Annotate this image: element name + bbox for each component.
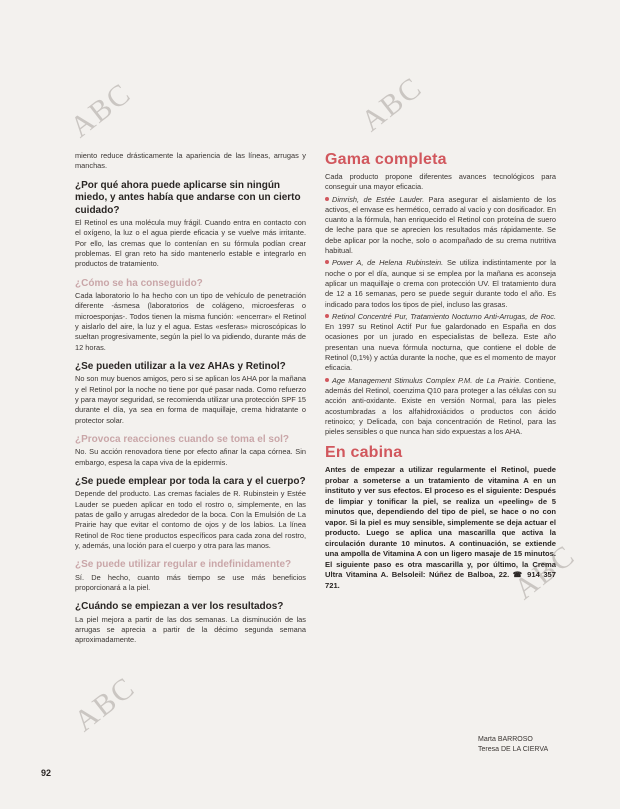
author-signature [478, 735, 548, 755]
answer-text: Cada laboratorio lo ha hecho con un tipo de vehículo de penetración diferente -ásmesa (laboratorios de colágeno, microesferas o microesponjas-. Todos tienen la misma función: «encerrar» el Retinol y aislarlo del aire, la luz y el agua. Estas «esferas» microscópicas lo sueltan progresivamente, según la piel lo va pidiendo, durante más de 12 horas. [75, 291, 306, 352]
left-column [75, 151, 306, 646]
abc-watermark: ABC [64, 76, 138, 145]
answer-text: Sí. De hecho, cuanto más tiempo se use más beneficios proporcionará a la piel. [75, 572, 306, 593]
product-text: Se utiliza indistintamente por la noche o por el día, aunque si se emplea por la mañana es aconseja aplicar un maquillaje o crema con protección UV. El tratamiento dura de 12 a 16 semanas, pero se puede seguir durante todo el año. Es indicado para todos los tipos de piel, incluso las grasas. [325, 258, 556, 309]
page-number: 92 [41, 768, 52, 778]
author-name: Teresa DE LA CIERVA [478, 746, 549, 753]
cabina-title: En cabina [325, 444, 403, 462]
product-item [325, 312, 556, 374]
question-heading: ¿Cuándo se empiezan a ver los resultados? [75, 601, 284, 613]
gama-body [325, 172, 556, 437]
question-heading: ¿Se puede utilizar regular e indefinidamente? [75, 559, 292, 571]
question-heading: ¿Provoca reacciones cuando se toma el sol? [75, 433, 289, 445]
abc-watermark: ABC [508, 538, 582, 607]
product-text: Para asegurar el aislamiento de los activos, el envase es hermético, cerrado al vacío y con dosificador. En cuanto a la fórmula, han enriquecido el Retinol con proteína de suero de leche para que se aprecien los resultados más rápidamente. Se debe aplicar por la noche, solo o acompañado de su crema nutritiva habitual. [325, 194, 556, 256]
answer-text: Depende del producto. Las cremas faciales de R. Rubinstein y Estée Lauder se pueden aplicar en todo el rostro o, simplemente, en las patas de gallo y arrugas alrededor de la boca. Con la Emulsión de La Prairie hay que evitar el contorno de ojos y de los labios. La línea Retinol de Roc tiene productos específicos para cada zona del rostro, y, además, una loción para el cuerpo y otra para las manos. [75, 489, 306, 550]
cabina-text: Antes de empezar a utilizar regularmente el Retinol, puede probar a someterse a un tratamiento de vitamina A en un instituto y ver sus efectos. El proceso es el siguiente: Después de limpiar y tonificar la piel, se realiza un «peeling» de 5 minutos que, dependiendo del tipo de piel, se hace o no con vapor. Si la piel es muy sensible, simplemente se deja actuar el producto. Luego se aplica una mascarilla que activa la circulación durante 10 minutos. A continuación, se extiende una ampolla de Vitamina A con un ligero masaje de 15 minutos. El siguiente paso es otra mascarilla y, por último, la Crema Ultra Vitamina A. Belsoleil: Núñez de Balboa, 22. ☎ 914 357 721. [325, 465, 556, 590]
answer-text: No son muy buenos amigos, pero si se aplican los AHA por la mañana y el Retinol por la noche no tiene por qué pasar nada. Como refuerzo y para mayor seguridad, se recomienda utilizar una protección SPF 15 durante el día, ya sea en forma de maquillaje, crema hidratante o protector solar. [75, 374, 306, 425]
bullet-dot-icon [325, 260, 329, 264]
question-heading: ¿Por qué ahora puede aplicarse sin ningún miedo, y antes había que andarse con un cierto cuidado? [75, 179, 301, 216]
gama-intro: Cada producto propone diferentes avances tecnológicos para conseguir una mayor eficacia. [325, 172, 556, 192]
bullet-dot-icon [325, 378, 329, 382]
abc-watermark: ABC [355, 70, 429, 139]
intro-text: miento reduce drásticamente la apariencia de las líneas, arrugas y manchas. [75, 151, 306, 171]
answer-text: El Retinol es una molécula muy frágil. Cuando entra en contacto con el oxígeno, la luz o el agua pierde eficacia y se vuelve más irritante. Por ello, las cremas que lo contenían en su fórmula podían crear problemas. El gran reto ha sido mantenerlo estable e integrarlo en productos de tratamiento. [75, 218, 306, 269]
question-heading: ¿Cómo se ha conseguido? [75, 277, 203, 289]
product-name: Retinol Concentré Pur, Tratamiento Nocturno Anti-Arrugas, de Roc. [332, 311, 556, 321]
question-heading: ¿Se puede emplear por toda la cara y el cuerpo? [75, 475, 306, 487]
author-name: Marta BARROSO [478, 736, 533, 743]
product-name: Power A, de Helena Rubinstein. [332, 258, 444, 268]
right-column [325, 151, 556, 591]
abc-watermark: ABC [68, 670, 142, 739]
answer-text: No. Su acción renovadora tiene por efecto afinar la capa córnea. Sin embargo, espesa la capa viva de la epidermis. [75, 447, 306, 467]
bullet-dot-icon [325, 314, 329, 318]
bullet-dot-icon [325, 197, 329, 201]
answer-text: La piel mejora a partir de las dos semanas. La disminución de las arrugas se aprecia a partir de la décimo segunda semana aproximadamente. [75, 614, 306, 645]
question-heading: ¿Se pueden utilizar a la vez AHAs y Retinol? [75, 360, 286, 372]
product-name: Age Management Stimulus Complex P.M. de La Prairie. [332, 375, 522, 385]
gama-title: Gama completa [325, 151, 447, 168]
product-item [325, 195, 556, 257]
product-name: Dimrish, de Estée Lauder. [332, 194, 425, 204]
product-text: Contiene, además del Retinol, coenzima Q10 para proteger a las células con su acción anti-oxidante. Existe en versión Normal, para las pieles acostumbradas a los alfahidroxiácidos o productos con ácido retinoico; y Delicada, con baja concentración de Retinol, para las pieles sensibles o que nunca han sido expuestas a los AHA. [325, 375, 556, 437]
product-item [325, 258, 556, 309]
product-item [325, 376, 556, 438]
product-text: En 1997 su Retinol Actif Pur fue galardonado en España en dos ocasiones por un jurado en especialistas de belleza. Este año presentan una nueva fórmula nocturna, que contiene el doble de Retinol (0,1%) y actúa durante la noche, que es el momento de mayor eficacia. [325, 322, 556, 373]
